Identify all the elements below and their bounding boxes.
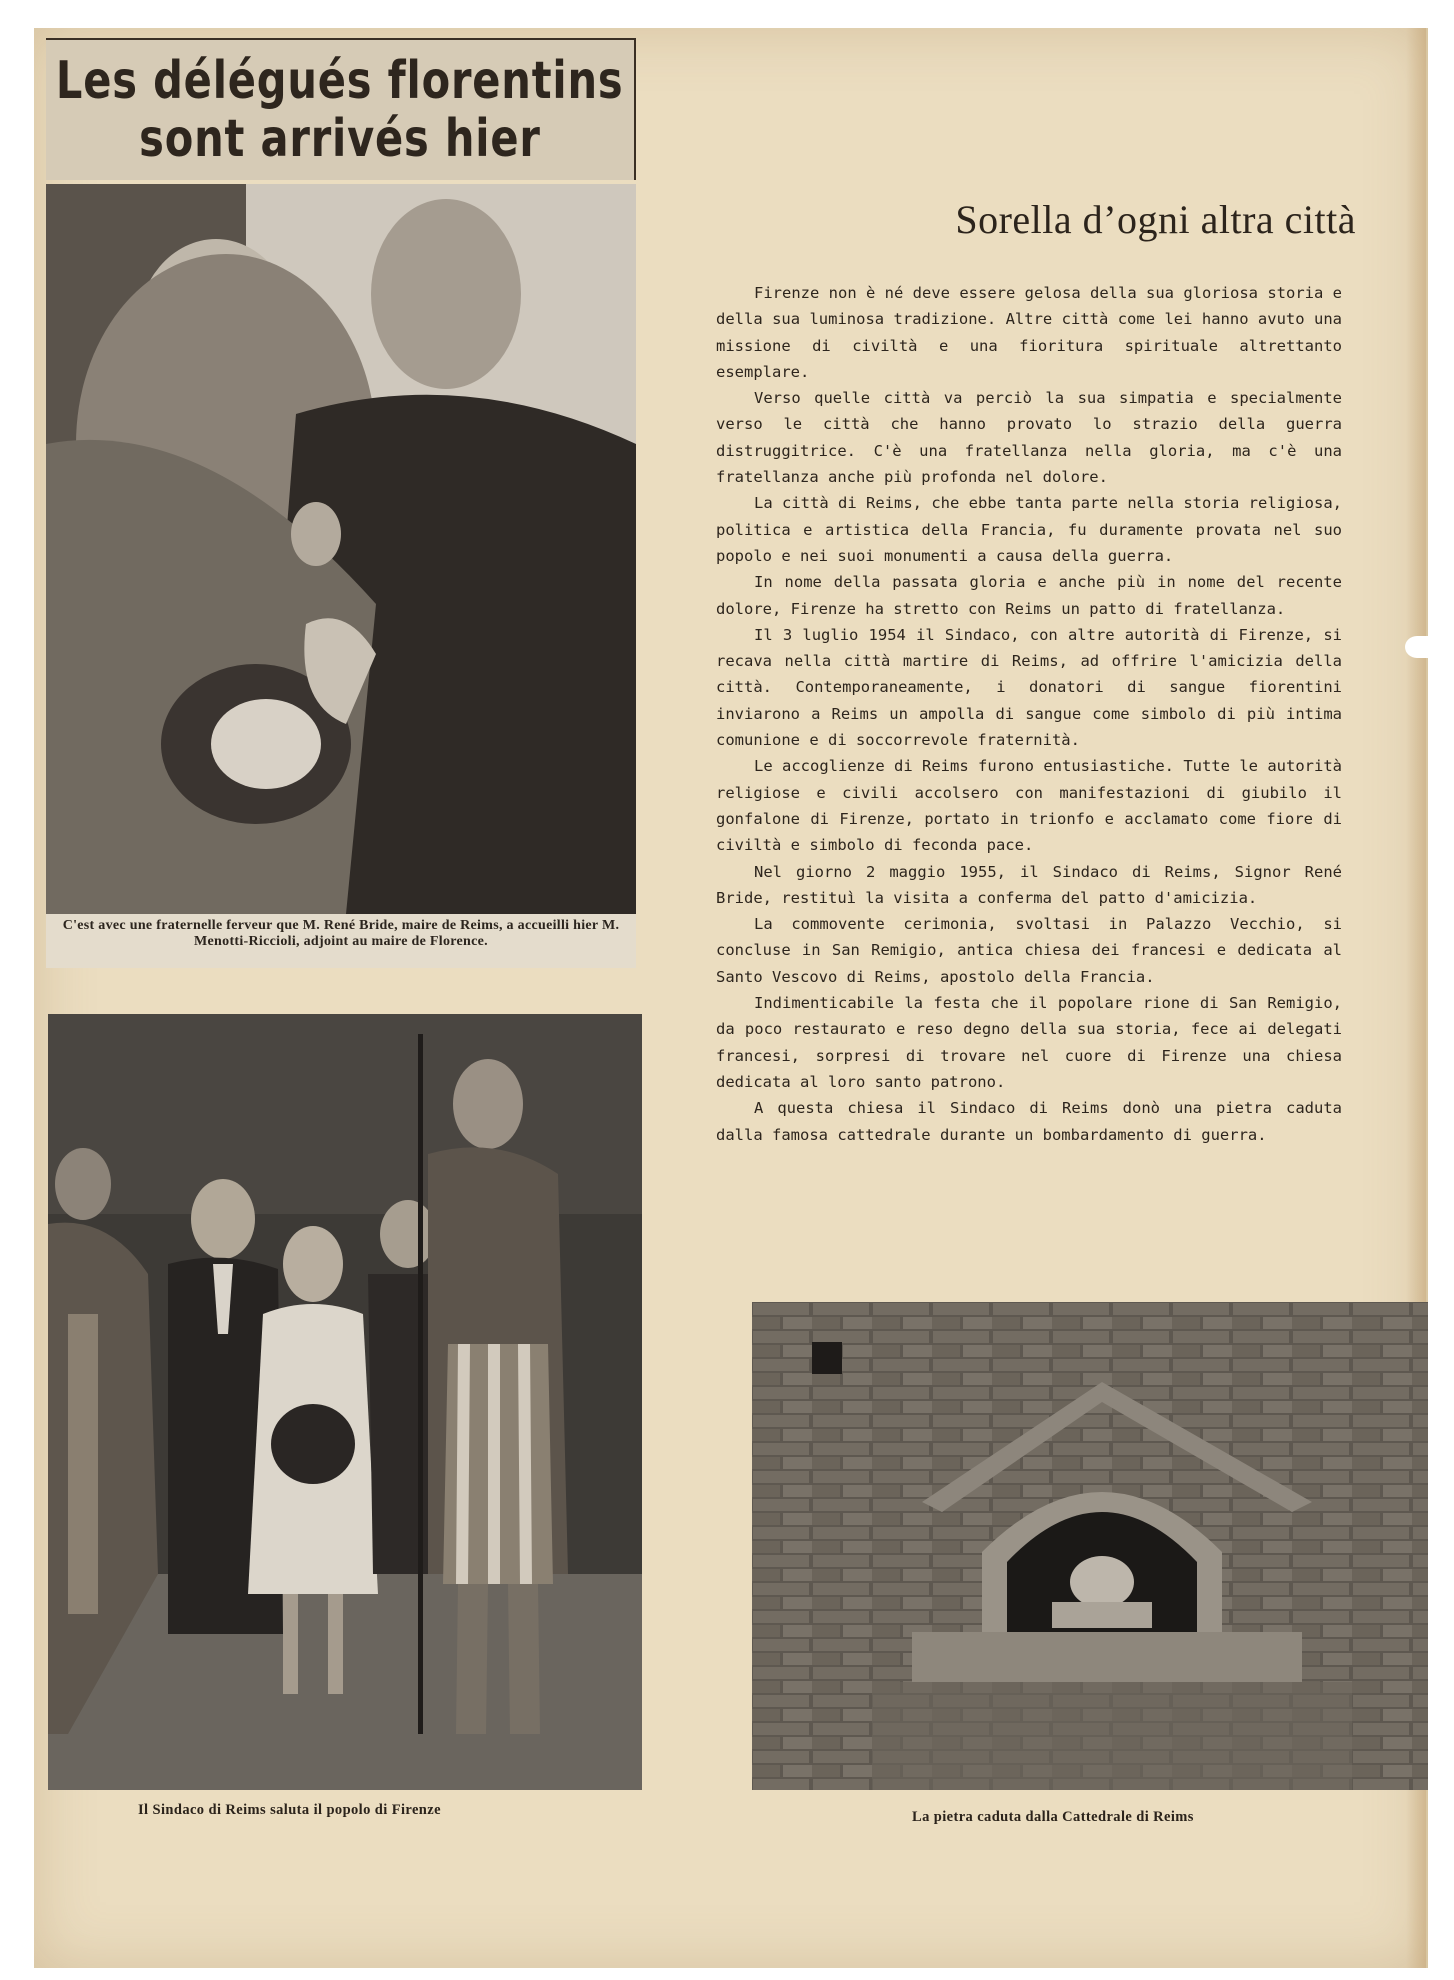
- article-paragraph: A questa chiesa il Sindaco di Reims donò una pietra caduta dalla famosa cattedrale durante un bombardamento di guerra.: [716, 1099, 1342, 1144]
- article-body: [716, 280, 1342, 1148]
- article-paragraph: La commovente cerimonia, svoltasi in Palazzo Vecchio, si concluse in San Remigio, antica chiesa dei francesi e dedicata al Santo Vescovo di Reims, apostolo della Francia.: [716, 915, 1342, 986]
- clipping-caption: C'est avec une fraternelle ferveur que M. René Bride, maire de Reims, a accueilli hier M. Menotti-Riccioli, adjoint au maire de Florence.: [46, 914, 636, 968]
- article-paragraph: In nome della passata gloria e anche più in nome del recente dolore, Firenze ha stretto con Reims un patto di fratellanza.: [716, 573, 1342, 618]
- page-tear: [1405, 636, 1429, 658]
- clipping-headline-line1: Les délégués florentins: [56, 51, 624, 111]
- article-paragraph: Verso quelle città va perciò la sua simpatia e specialmente verso le città che hanno provato lo strazio della guerra distruggitrice. C'è una fratellanza nella gloria, ma c'è una fratellanza anche più profonda nel dolore.: [716, 389, 1342, 487]
- stone-caption: La pietra caduta dalla Cattedrale di Reims: [912, 1809, 1194, 1825]
- clipping-headline: [46, 38, 636, 180]
- clipping-headline-line2: sont arrivés hier: [139, 109, 541, 169]
- article-paragraph: Firenze non è né deve essere gelosa della sua gloriosa storia e della sua luminosa tradizione. Altre città come lei hanno avuto una missione di civiltà e una fioritura spirituale altrettanto esemplare.: [716, 284, 1342, 381]
- article-paragraph: Indimenticabile la festa che il popolare rione di San Remigio, da poco restaurato e reso degno della sua storia, fece ai delegati francesi, sorpresi di trovare nel cuore di Firenze una chiesa dedicata al loro santo patrono.: [716, 994, 1342, 1091]
- embrace-photo: [46, 184, 636, 914]
- article-paragraph: Il 3 luglio 1954 il Sindaco, con altre autorità di Firenze, si recava nella città martire di Reims, ad offrire l'amicizia della città. Contemporaneamente, i donatori di sangue fiorentini inviarono a Reims un ampolla di sangue come simbolo di più intima comunione e di soccorrevole fraternità.: [716, 625, 1342, 750]
- article-title: Sorella d’ogni altra città: [955, 197, 1356, 242]
- article-paragraph: La città di Reims, che ebbe tanta parte nella storia religiosa, politica e artistica della Francia, fu duramente provata nel suo popolo e nei suoi monumenti a causa della guerra.: [716, 494, 1342, 565]
- procession-photo: [48, 1014, 642, 1790]
- procession-caption: Il Sindaco di Reims saluta il popolo di Firenze: [138, 1802, 441, 1818]
- stone-photo: [752, 1302, 1428, 1790]
- article-paragraph: Le accoglienze di Reims furono entusiastiche. Tutte le autorità religiose e civili accolsero con manifestazioni di giubilo il gonfalone di Firenze, portato in trionfo e acclamato come fiore di civiltà e simbolo di feconda pace.: [716, 757, 1342, 855]
- article-paragraph: Nel giorno 2 maggio 1955, il Sindaco di Reims, Signor René Bride, restituì la visita a conferma del patto d'amicizia.: [716, 862, 1342, 907]
- newspaper-clipping: [46, 38, 636, 968]
